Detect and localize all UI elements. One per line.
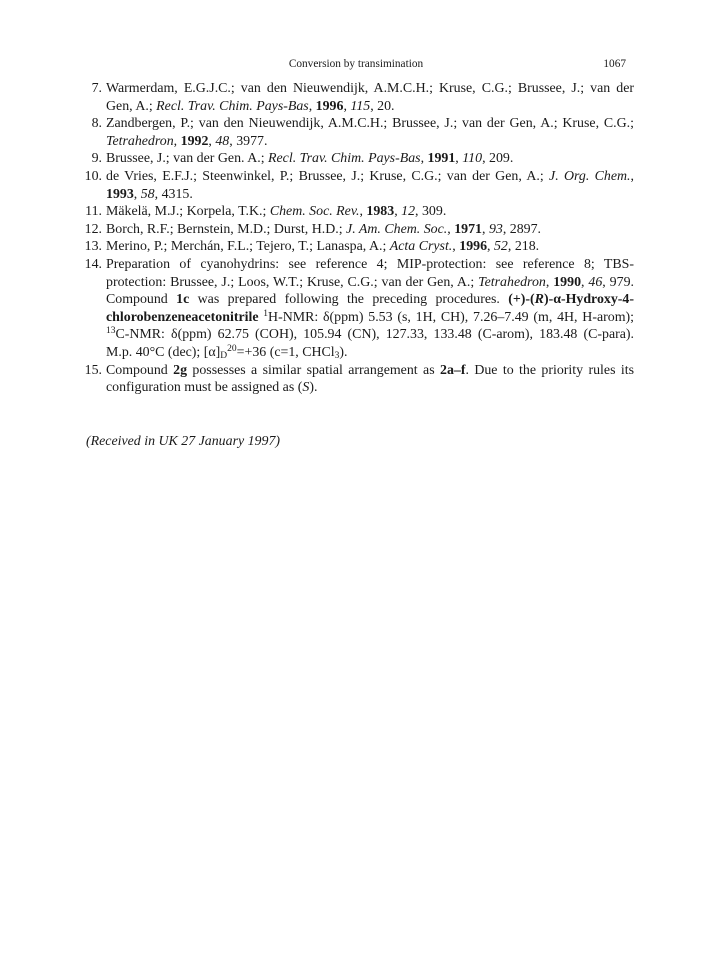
reference-segment: Mäkelä, M.J.; Korpela, T.K.; <box>106 204 270 220</box>
reference-text <box>106 256 634 362</box>
reference-number: 13. <box>84 239 102 255</box>
reference-segment: , <box>452 239 460 255</box>
reference-segment: 93 <box>488 221 503 237</box>
reference-item <box>86 203 634 221</box>
reference-segment: R <box>534 292 544 308</box>
reference-number: 9. <box>91 151 102 167</box>
reference-segment: J. Org. Chem. <box>549 168 631 184</box>
reference-segment: , <box>630 168 634 184</box>
reference-segment: 58 <box>140 186 155 202</box>
reference-segment: , 309. <box>415 204 447 220</box>
reference-segment: Warmerdam, E.G.J.C.; van den Nieuwendijk, A.M.C.H.; Kruse, C.G.; Brussee, J.; van der Gen, A.; <box>106 81 634 114</box>
reference-segment: , 218. <box>507 239 540 255</box>
reference-segment: 13 <box>106 326 116 337</box>
reference-segment: , <box>487 239 494 255</box>
reference-segment: , 3977. <box>229 133 268 149</box>
reference-segment: Acta Cryst. <box>389 239 453 255</box>
running-header <box>86 58 626 74</box>
reference-text <box>106 238 634 256</box>
reference-segment: 110 <box>462 151 483 167</box>
reference-segment: ). <box>339 344 348 360</box>
reference-segment: 1992 <box>180 133 209 149</box>
reference-text <box>106 115 634 150</box>
reference-segment: 1996 <box>459 239 488 255</box>
reference-item <box>86 150 634 168</box>
reference-segment: , 4315. <box>154 186 193 202</box>
reference-segment: Recl. Trav. Chim. Pays-Bas <box>268 151 421 167</box>
reference-segment: , <box>173 133 181 149</box>
reference-number: 11. <box>85 204 102 220</box>
reference-segment: , <box>455 151 463 167</box>
reference-segment: Chem. Soc. Rev. <box>269 204 360 220</box>
reference-segment: , <box>343 98 351 114</box>
reference-segment: , 209. <box>482 151 514 167</box>
reference-list <box>86 80 634 397</box>
reference-segment: 1996 <box>315 98 344 114</box>
reference-number: 10. <box>84 168 102 184</box>
reference-number: 14. <box>84 256 102 272</box>
reference-segment: 20 <box>227 343 237 354</box>
reference-text <box>106 80 634 115</box>
reference-text <box>106 168 634 203</box>
reference-number: 12. <box>84 221 102 237</box>
running-title: Conversion by transimination <box>288 58 424 70</box>
reference-segment: 46 <box>588 274 603 290</box>
reference-segment: 1991 <box>427 151 456 167</box>
reference-segment: 52 <box>493 239 508 255</box>
reference-segment: 2g <box>173 362 188 378</box>
reference-segment: Tetrahedron <box>478 274 546 290</box>
reference-segment: , 979. Compound <box>106 274 634 308</box>
reference-segment: was prepared following the preceding procedures. <box>189 292 509 308</box>
reference-segment: Merino, P.; Merchán, F.L.; Tejero, T.; Lanaspa, A.; <box>106 239 390 255</box>
reference-text <box>106 203 634 221</box>
reference-segment: C-NMR: δ(ppm) 62.75 (COH), 105.94 (CN), 127.33, 133.48 (C-arom), 183.48 (C-para). M.p. 40°C (dec); [α] <box>106 327 634 360</box>
reference-segment: (+)-( <box>508 292 535 308</box>
reference-segment: , <box>481 221 489 237</box>
reference-segment: )-α-Hydroxy-4-chlorobenzeneacetonitrile <box>106 292 634 325</box>
reference-segment: Tetrahedron <box>106 133 174 149</box>
reference-segment: Borch, R.F.; Bernstein, M.D.; Durst, H.D.; <box>106 221 347 237</box>
reference-item <box>86 238 634 256</box>
reference-segment: D <box>220 350 228 361</box>
reference-segment: , <box>359 204 367 220</box>
reference-segment: 1983 <box>366 204 395 220</box>
reference-segment: 1971 <box>454 221 482 237</box>
reference-segment: 48 <box>215 133 230 149</box>
reference-segment: . Due to the priority rules its configuration must be assigned as ( <box>106 362 634 396</box>
reference-number: 15. <box>84 362 102 378</box>
reference-segment: S <box>302 380 310 396</box>
reference-segment: , <box>447 221 455 237</box>
reference-segment: H-NMR: δ(ppm) 5.53 (s, 1H, CH), 7.26–7.49 (m, 4H, H-arom); <box>268 309 634 325</box>
reference-segment: Preparation of cyanohydrins: see reference 4; MIP-protection: see reference 8; TBS-protection: Brussee, J.; Loos, W.T.; Kruse, C.G.; van der Gen, A.; <box>106 256 634 290</box>
reference-segment: , 2897. <box>502 221 542 237</box>
reference-item <box>86 80 634 115</box>
reference-segment: , <box>308 98 316 114</box>
received-date: (Received in UK 27 January 1997) <box>86 434 281 449</box>
reference-segment: de Vries, E.F.J.; Steenwinkel, P.; Brussee, J.; Kruse, C.G.; van der Gen, A.; <box>106 168 550 184</box>
reference-segment: , 20. <box>370 98 395 114</box>
reference-segment: 2a–f <box>440 362 466 378</box>
reference-item <box>86 221 634 239</box>
reference-item <box>86 256 634 362</box>
reference-segment: ). <box>309 380 318 396</box>
reference-number: 8. <box>91 116 102 132</box>
reference-item <box>86 168 634 203</box>
reference-text <box>106 362 634 397</box>
reference-segment: , <box>133 186 141 202</box>
reference-segment: 115 <box>350 98 371 114</box>
reference-segment: Zandbergen, P.; van den Nieuwendijk, A.M.C.H.; Brussee, J.; van der Gen, A.; Kruse, C.G.; <box>106 116 634 132</box>
page-number: 1067 <box>603 58 626 70</box>
reference-segment: , <box>581 274 589 290</box>
reference-segment: 1c <box>176 292 190 308</box>
reference-segment: 12 <box>401 204 416 220</box>
reference-segment: possesses a similar spatial arrangement as <box>187 362 440 378</box>
reference-text <box>106 150 634 168</box>
reference-segment: , <box>420 151 428 167</box>
reference-item <box>86 115 634 150</box>
reference-segment: Brussee, J.; van der Gen. A.; <box>106 151 269 167</box>
reference-text <box>106 221 634 239</box>
reference-segment: =+36 (c=1, CHCl <box>236 344 335 360</box>
reference-segment: J. Am. Chem. Soc. <box>346 221 448 237</box>
reference-segment: 1993 <box>106 186 134 202</box>
reference-item <box>86 362 634 397</box>
reference-segment: 1990 <box>553 274 582 290</box>
reference-segment: Recl. Trav. Chim. Pays-Bas <box>156 98 309 114</box>
reference-segment: 3 <box>334 350 340 361</box>
reference-segment: Compound <box>106 362 174 378</box>
reference-segment: , <box>208 133 216 149</box>
reference-segment: 1 <box>263 308 269 319</box>
reference-number: 7. <box>91 81 102 96</box>
reference-segment: , <box>545 274 554 290</box>
reference-segment: , <box>394 204 402 220</box>
